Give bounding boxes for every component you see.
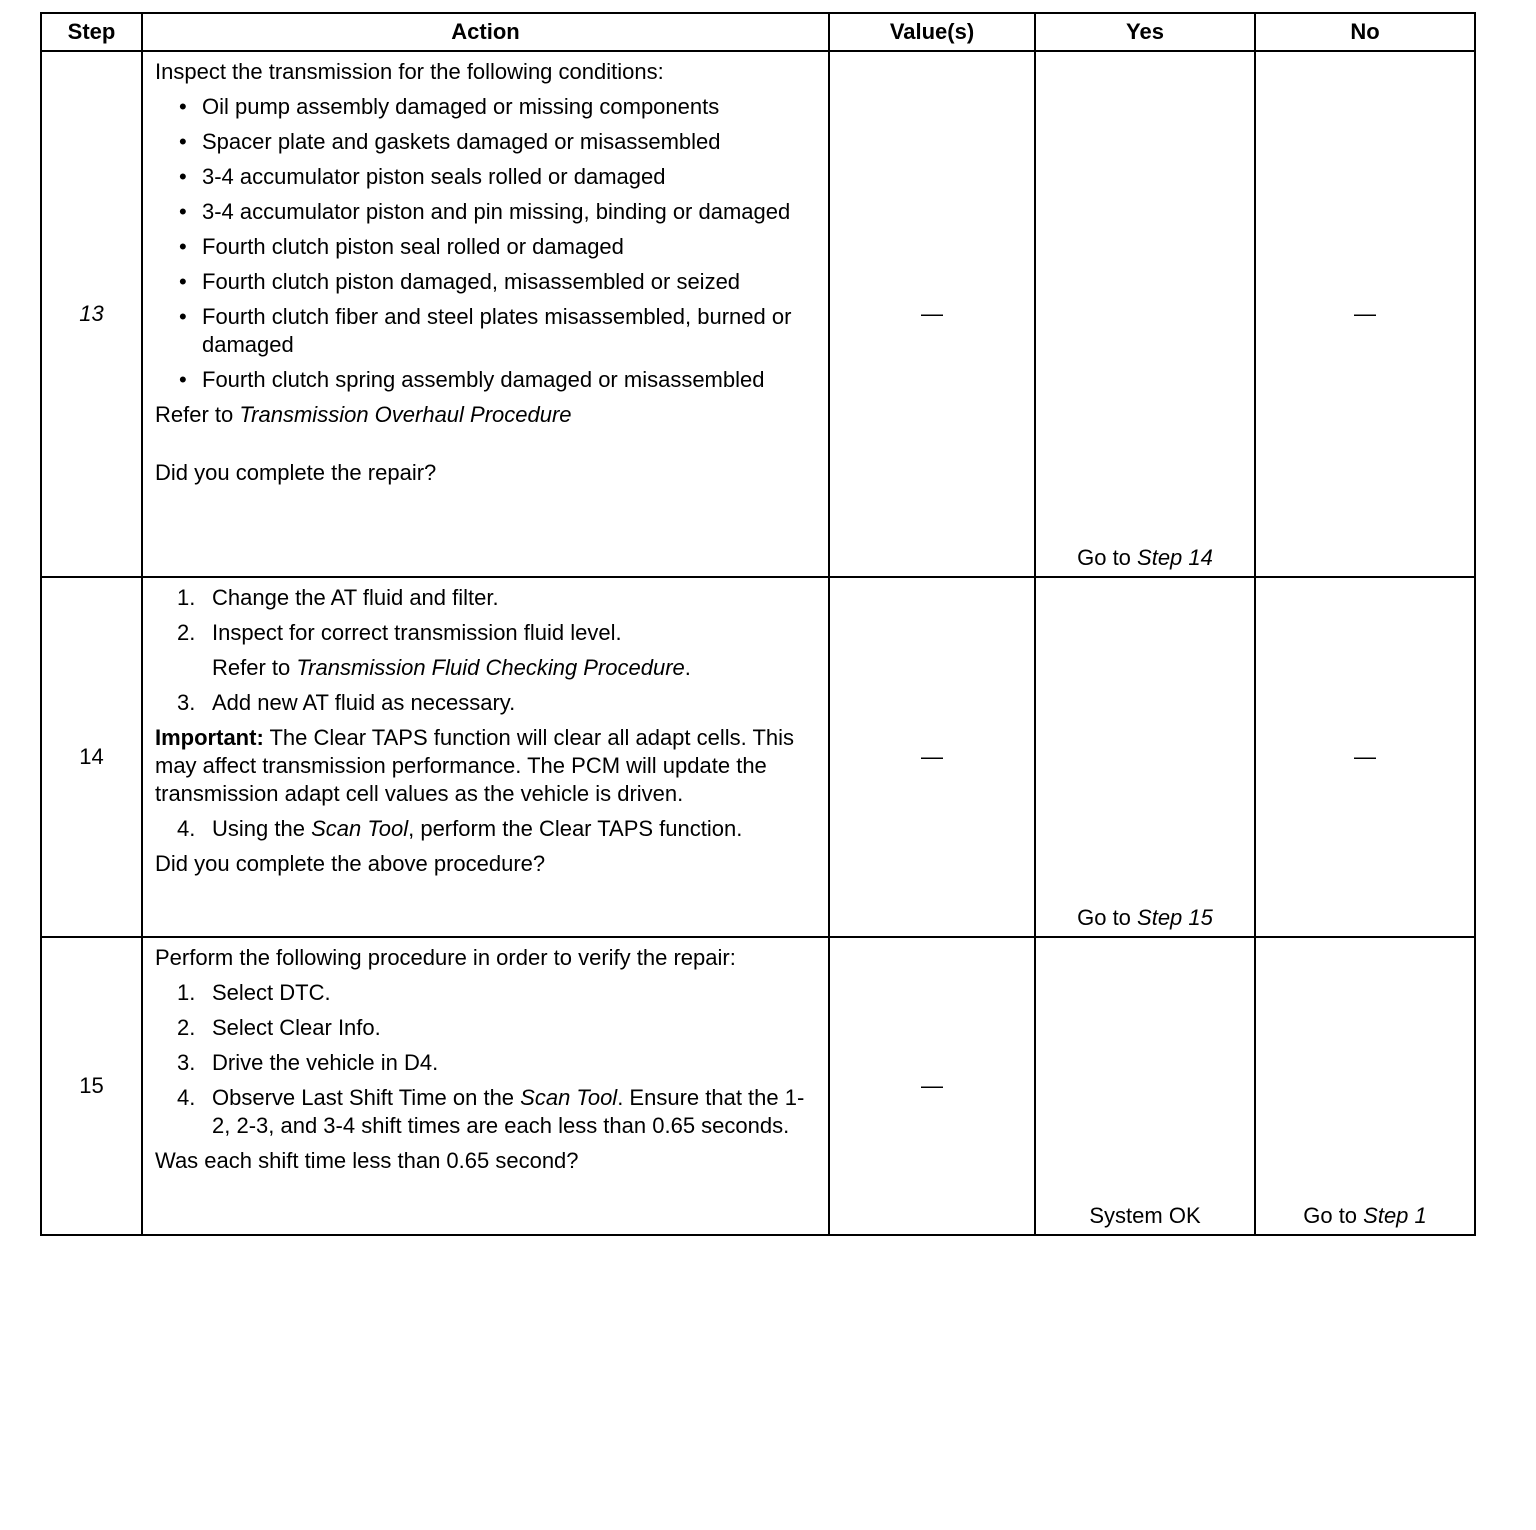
bullet-icon: • bbox=[179, 199, 187, 224]
important-label: Important: bbox=[155, 725, 264, 750]
yes-cell: Go to Step 14 bbox=[1035, 51, 1255, 577]
list-item: • Oil pump assembly damaged or missing components bbox=[179, 94, 720, 119]
procedure-list bbox=[155, 979, 816, 1140]
action-cell bbox=[142, 51, 829, 577]
yes-cell: System OK bbox=[1035, 937, 1255, 1235]
action-intro: Inspect the transmission for the following conditions: bbox=[155, 59, 664, 84]
yes-cell: Go to Step 15 bbox=[1035, 577, 1255, 937]
value-cell: — bbox=[829, 51, 1035, 577]
table-row-step-14 bbox=[41, 577, 1475, 937]
table-row-step-13 bbox=[41, 51, 1475, 577]
action-cell bbox=[142, 577, 829, 937]
step-number: 15 bbox=[41, 937, 142, 1235]
no-cell: Go to Step 1 bbox=[1255, 937, 1475, 1235]
list-item: • Fourth clutch piston seal rolled or damaged bbox=[179, 234, 624, 259]
list-item: 3. Drive the vehicle in D4. bbox=[177, 1050, 439, 1075]
list-item: • Fourth clutch spring assembly damaged or misassembled bbox=[179, 367, 765, 392]
list-item: • Spacer plate and gaskets damaged or misassembled bbox=[179, 129, 721, 154]
bullet-icon: • bbox=[179, 367, 187, 392]
action-intro: Perform the following procedure in order to verify the repair: bbox=[155, 945, 736, 970]
list-item: 1. Select DTC. bbox=[177, 980, 331, 1005]
value-cell: — bbox=[829, 937, 1035, 1235]
step-link[interactable]: Step 1 bbox=[1363, 1203, 1427, 1228]
list-item: 3. Add new AT fluid as necessary. bbox=[177, 690, 516, 715]
condition-list bbox=[155, 93, 816, 394]
header-no: No bbox=[1255, 13, 1475, 51]
header-row bbox=[41, 13, 1475, 51]
bullet-icon: • bbox=[179, 269, 187, 294]
header-step: Step bbox=[41, 13, 142, 51]
procedure-list bbox=[155, 584, 816, 717]
list-item: • 3-4 accumulator piston and pin missing, binding or damaged bbox=[179, 199, 791, 224]
value-cell: — bbox=[829, 577, 1035, 937]
table-row-step-15 bbox=[41, 937, 1475, 1235]
action-cell bbox=[142, 937, 829, 1235]
no-cell: — bbox=[1255, 51, 1475, 577]
list-item: • 3-4 accumulator piston seals rolled or damaged bbox=[179, 164, 666, 189]
step-link[interactable]: Step 15 bbox=[1137, 905, 1213, 930]
question-text: Was each shift time less than 0.65 second? bbox=[155, 1148, 579, 1173]
diagnostic-table bbox=[40, 12, 1476, 1236]
bullet-icon: • bbox=[179, 164, 187, 189]
bullet-icon: • bbox=[179, 304, 187, 329]
header-values: Value(s) bbox=[829, 13, 1035, 51]
list-item: • Fourth clutch piston damaged, misassembled or seized bbox=[179, 269, 741, 294]
bullet-icon: • bbox=[179, 129, 187, 154]
step-number: 14 bbox=[41, 577, 142, 937]
list-item: 2. Inspect for correct transmission fluid level. Refer to Transmission Fluid Checking Procedure. bbox=[155, 619, 816, 682]
step-link[interactable]: Step 14 bbox=[1137, 545, 1213, 570]
refer-text: Refer to Transmission Fluid Checking Procedure. bbox=[212, 655, 691, 680]
important-note: Important: The Clear TAPS function will clear all adapt cells. This may affect transmission performance. The PCM will update the transmission adapt cell values as the vehicle is driven. bbox=[155, 725, 795, 806]
bullet-icon: • bbox=[179, 94, 187, 119]
question-text: Did you complete the repair? bbox=[155, 460, 437, 485]
no-cell: — bbox=[1255, 577, 1475, 937]
procedure-reference: Transmission Fluid Checking Procedure bbox=[296, 655, 685, 680]
list-item: • Fourth clutch fiber and steel plates misassembled, burned or damaged bbox=[179, 304, 792, 357]
list-item: 4. Using the Scan Tool, perform the Clear TAPS function. bbox=[177, 816, 743, 841]
procedure-reference: Transmission Overhaul Procedure bbox=[239, 402, 572, 427]
bullet-icon: • bbox=[179, 234, 187, 259]
list-item: 2. Select Clear Info. bbox=[177, 1015, 381, 1040]
list-item: 1. Change the AT fluid and filter. bbox=[177, 585, 499, 610]
procedure-list-continued bbox=[155, 815, 816, 843]
question-text: Did you complete the above procedure? bbox=[155, 851, 546, 876]
step-number: 13 bbox=[41, 51, 142, 577]
list-item: 4. Observe Last Shift Time on the Scan Tool. Ensure that the 1-2, 2-3, and 3-4 shift times are each less than 0.65 seconds. bbox=[177, 1085, 805, 1138]
header-yes: Yes bbox=[1035, 13, 1255, 51]
header-action: Action bbox=[142, 13, 829, 51]
refer-text: Refer to Transmission Overhaul Procedure bbox=[155, 402, 572, 427]
